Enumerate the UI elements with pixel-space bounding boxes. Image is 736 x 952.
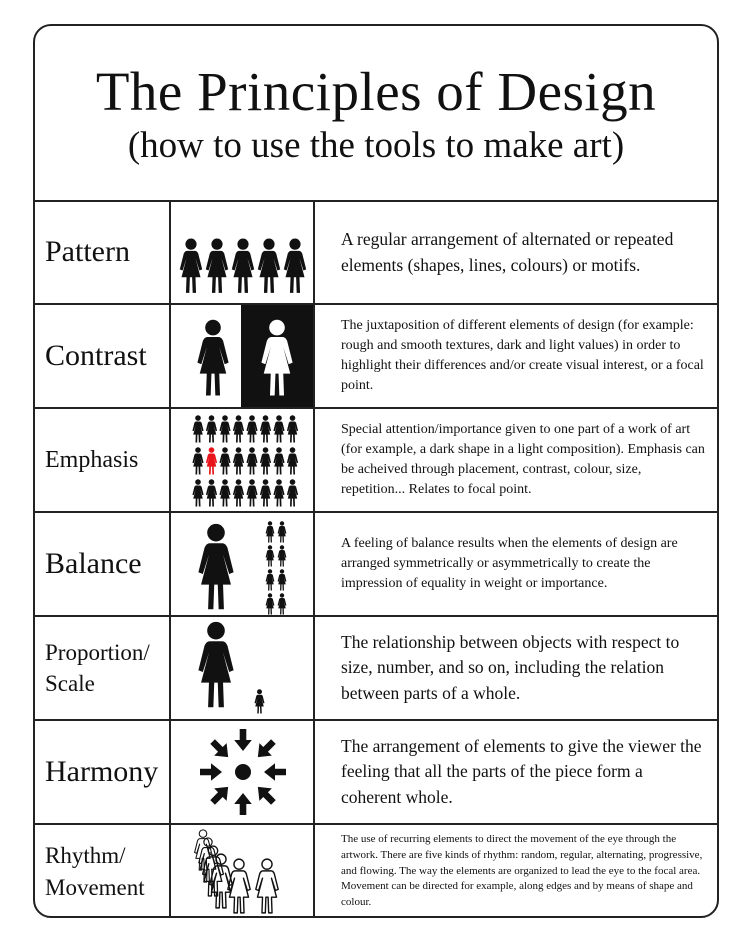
- emphasis-figure: [233, 447, 244, 474]
- principle-term: Balance: [35, 513, 171, 615]
- harmony-arrow: [200, 763, 222, 781]
- principle-description: The relationship between objects with respect to size, number, and so on, including the relation between parts of a whole.: [341, 631, 680, 703]
- radial-arrows-icon: [171, 721, 315, 823]
- emphasis-figure: [192, 415, 203, 442]
- principle-term: Emphasis: [35, 409, 171, 511]
- emphasis-figure: [287, 447, 298, 474]
- emphasis-figure: [233, 415, 244, 442]
- emphasis-figure: [260, 447, 271, 474]
- emphasis-figure: [273, 479, 284, 506]
- emphasis-figure: [192, 447, 203, 474]
- principle-row-balance: [35, 513, 717, 617]
- emphasis-figure: [273, 447, 284, 474]
- dark-light-figures-icon: [171, 305, 315, 407]
- emphasis-figure: [206, 479, 217, 506]
- principle-description: The juxtaposition of different elements of design (for example: rough and smooth textures, dark and light values) in order to highlight their differences and/or create visual interest, or a focal point.: [341, 318, 704, 393]
- principle-description: A feeling of balance results when the elements of design are arranged symmetrically or asymmetrically to create the impression of equality in weight or importance.: [341, 536, 678, 591]
- principle-term: Rhythm/ Movement: [35, 825, 171, 918]
- emphasis-figure: [246, 479, 257, 506]
- repeated-figures-icon: [171, 202, 315, 303]
- harmony-arrow: [252, 781, 280, 809]
- harmony-arrow: [252, 735, 280, 763]
- highlighted-figure-icon: [171, 409, 315, 511]
- principles-chart: [33, 24, 719, 918]
- emphasis-figure: [287, 415, 298, 442]
- principle-description: The use of recurring elements to direct the movement of the eye through the artwork. There are five kinds of rhythm: random, regular, alternating, progressive, and flowing. The way the elements are organized to lead the eye to the focal area. Movement can be directed for example, along edges and by means of shape and colour.: [341, 833, 703, 908]
- principle-term: Proportion/ Scale: [35, 617, 171, 719]
- harmony-arrow: [234, 793, 252, 815]
- emphasis-figure: [246, 415, 257, 442]
- emphasis-figure: [233, 479, 244, 506]
- principle-term: Harmony: [35, 721, 171, 823]
- emphasis-figure: [219, 479, 230, 506]
- large-small-figures-icon: [171, 617, 315, 719]
- harmony-arrow: [264, 763, 286, 781]
- emphasis-figure: [246, 447, 257, 474]
- emphasis-figure: [206, 447, 217, 474]
- principle-term: Contrast: [35, 305, 171, 407]
- principle-row-harmony: [35, 721, 717, 825]
- chart-header: [35, 26, 717, 202]
- emphasis-figure: [273, 415, 284, 442]
- principle-row-pattern: [35, 202, 717, 305]
- balanced-figures-icon: [171, 513, 315, 615]
- page-title: The Principles of Design: [95, 61, 657, 122]
- principle-row-emphasis: [35, 409, 717, 513]
- emphasis-figure: [219, 415, 230, 442]
- emphasis-figure: [219, 447, 230, 474]
- emphasis-figure: [260, 415, 271, 442]
- principle-term: Pattern: [35, 202, 171, 303]
- emphasis-figure: [260, 479, 271, 506]
- emphasis-figure: [287, 479, 298, 506]
- harmony-arrow: [206, 781, 234, 809]
- principle-row-proportion: [35, 617, 717, 721]
- principle-row-rhythm: [35, 825, 717, 918]
- harmony-arrow: [206, 735, 234, 763]
- principle-description: A regular arrangement of alternated or repeated elements (shapes, lines, colours) or motifs.: [341, 229, 674, 275]
- emphasis-figure: [206, 415, 217, 442]
- principle-row-contrast: [35, 305, 717, 409]
- principle-description: Special attention/importance given to one part of a work of art (for example, a dark shape in a light composition). Emphasis can be acheived through placement, contrast, colour, size, repetition... Relates to focal point.: [341, 422, 705, 497]
- principle-description: The arrangement of elements to give the viewer the feeling that all the parts of the piece form a coherent whole.: [341, 735, 702, 807]
- harmony-arrow: [234, 729, 252, 751]
- flowing-figures-icon: [171, 825, 315, 918]
- page-subtitle: (how to use the tools to make art): [127, 125, 625, 166]
- harmony-center-dot: [235, 764, 251, 780]
- emphasis-figure: [192, 479, 203, 506]
